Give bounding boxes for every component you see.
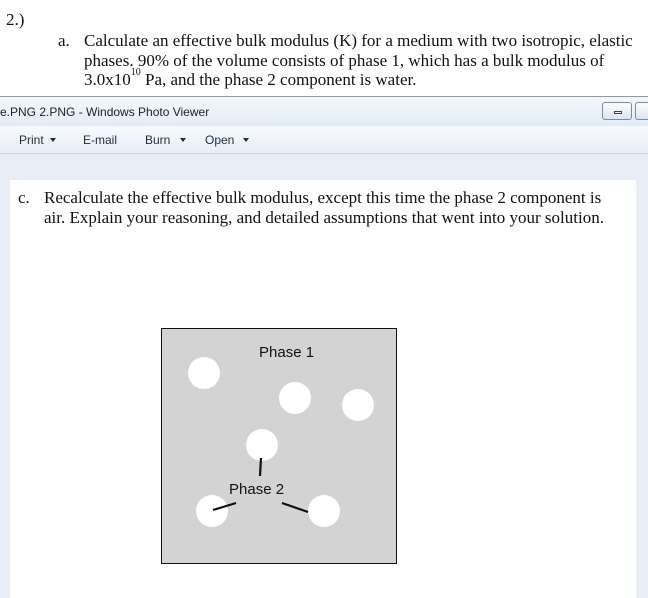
question-number: 2.) [6,10,25,29]
phase-1-label: Phase 1 [259,344,315,361]
maximize-button[interactable] [635,102,648,120]
burn-label: Burn [145,133,171,147]
part-a-line-3-suffix: Pa, and the phase 2 component is water. [140,70,417,89]
inclusion-circle [308,495,340,527]
part-a-letter: a. [58,31,70,50]
document-top-fragment [0,0,648,96]
print-dropdown-icon [50,138,56,142]
part-a-exponent: 10 [130,67,141,78]
print-label: Print [19,133,44,147]
inclusion-circle [279,382,311,414]
phase-diagram-svg [161,328,397,564]
phase-2-label: Phase 2 [229,481,285,498]
part-c-letter: c. [18,188,30,207]
pointer-line [260,458,261,476]
inclusion-circle [342,389,374,421]
open-label: Open [205,133,235,147]
print-menu-button[interactable] [19,133,56,147]
inclusion-circle [196,495,228,527]
inclusion-circle [188,357,220,389]
part-a-line-1: Calculate an effective bulk modulus (K) for a medium with two isotropic, elastic [84,31,633,50]
burn-menu-button[interactable] [145,133,186,147]
displayed-document-image [10,180,636,598]
window-title: e.PNG 2.PNG - Windows Photo Viewer [0,105,210,119]
open-dropdown-icon [243,138,249,142]
part-a-line-2: phases. 90% of the volume consists of phase 1, which has a bulk modulus of [84,50,605,70]
image-viewport[interactable] [0,154,648,598]
inclusion-circle [246,429,278,461]
part-a-line-3-prefix: 3.0x10 [84,70,131,89]
photo-viewer-toolbar [0,126,648,154]
phase-diagram [161,328,397,564]
part-c-line-2: air. Explain your reasoning, and detailed assumptions that went into your solution. [44,208,604,227]
minimize-button[interactable] [602,102,632,120]
email-button[interactable] [83,133,117,147]
window-title-bar[interactable] [0,96,648,126]
window-controls [602,102,648,120]
open-menu-button[interactable] [205,133,249,147]
burn-dropdown-icon [180,138,186,142]
part-c-line-1: Recalculate the effective bulk modulus, except this time the phase 2 component is [44,188,602,207]
part-a-line-3 [84,67,648,90]
email-label: E-mail [83,133,118,147]
